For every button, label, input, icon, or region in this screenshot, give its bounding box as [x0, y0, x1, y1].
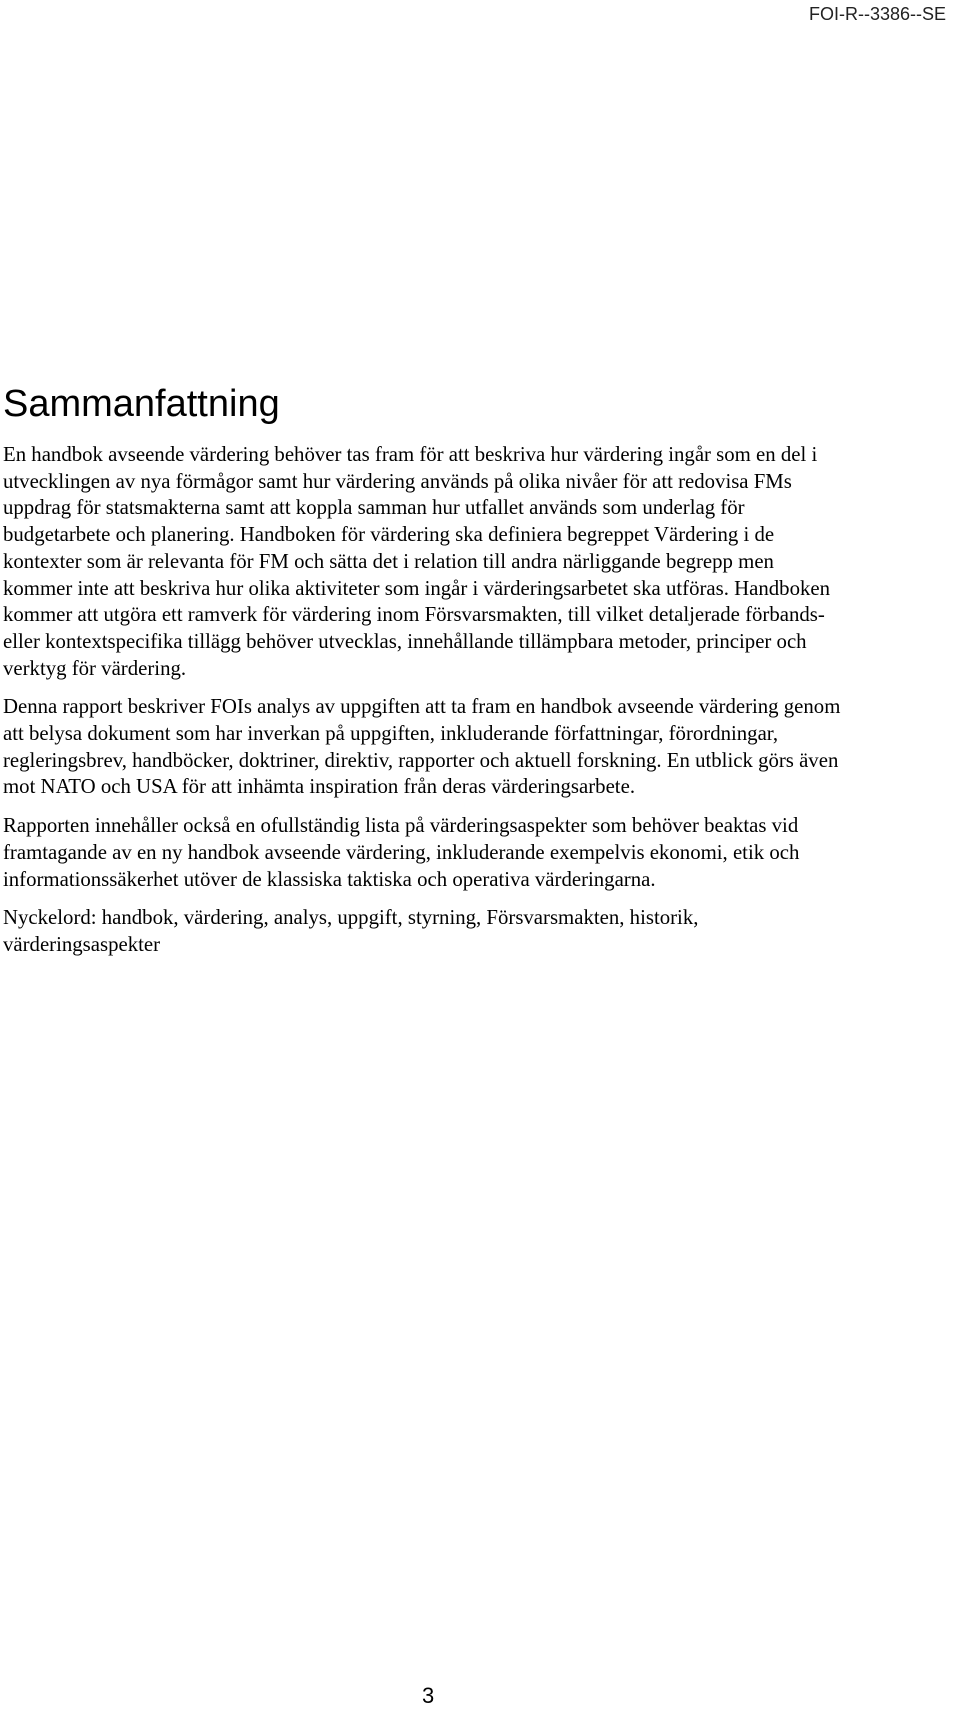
keywords-paragraph: Nyckelord: handbok, värdering, analys, uppgift, styrning, Försvarsmakten, historik, värderingsaspekter: [3, 906, 699, 956]
report-id: FOI-R--3386--SE: [808, 4, 946, 24]
summary-paragraph-3: Rapporten innehåller också en ofullständig lista på värderingsaspekter som behöver beaktas vid framtagande av en ny handbok avseende värdering, inkluderande exempelvis ekonomi, etik och informationssäkerhet utöver de klassiska taktiska och operativa värderingarna.: [3, 814, 800, 891]
summary-paragraph-1: En handbok avseende värdering behöver tas fram för att beskriva hur värdering ingår som en del i utvecklingen av nya förmågor samt hur värdering används på olika nivåer för att redovisa FMs uppdrag för statsmakterna samt att koppla samman hur utfallet används som underlag för budgetarbete och planering. Handboken för värdering ska definiera begreppet Värdering i de kontexter som är relevanta för FM och sätta det i relation till andra närliggande begrepp men kommer inte att beskriva hur olika aktiviteter som ingår i värderingsarbetet ska utföras. Handboken kommer att utgöra ett ramverk för värdering inom Försvarsmakten, till vilket detaljerade förbands- eller kontextspecifika tillägg behöver utvecklas, innehållande tillämpbara metoder, principer och verktyg för värdering.: [3, 443, 831, 680]
section-title: Sammanfattning: [3, 383, 280, 425]
summary-paragraph-2: Denna rapport beskriver FOIs analys av uppgiften att ta fram en handbok avseende värdering genom att belysa dokument som har inverkan på uppgiften, inkluderande författningar, förordningar, regleringsbrev, handböcker, doktriner, direktiv, rapporter och aktuell forskning. En utblick görs även mot NATO och USA för att inhämta inspiration från deras värderingsarbete.: [3, 695, 841, 799]
summary-section: [3, 378, 843, 971]
page-number: 3: [422, 1683, 435, 1708]
